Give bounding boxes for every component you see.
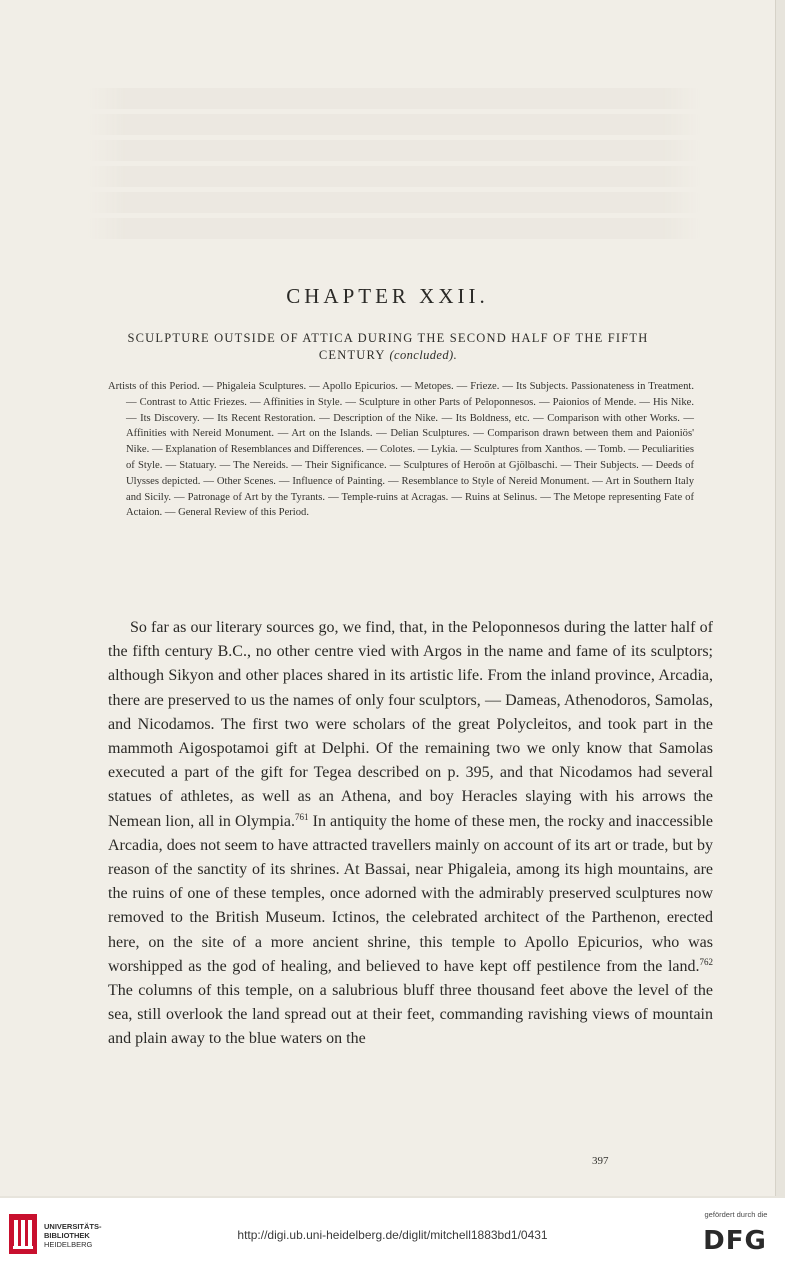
chapter-summary: Artists of this Period. — Phigaleia Sculptures. — Apollo Epicurios. — Metopes. — Frieze. — Its Subjects. Passionateness in Treatment. — Contrast to Attic Friezes. — Affinities in Style. — Sculpture in other Parts of Peloponnesos. — Paionios of Mende. — His Nike. — Its Discovery. — Its Recent Restoration. — Description of the Nike. — Its Boldness, etc. — Comparison with other Works. — Affinities with Nereid Monument. — Art on the Islands. — Delian Sculptures. — Comparison drawn between them and Paioniös' Nike. — Explanation of Resemblances and Differences. — Colotes. — Lykia. — Sculptures from Xanthos. — Tomb. — Peculiarities of Style. — Statuary. — The Nereids. — Their Significance. — Sculptures of Heroön at Gjölbaschi. — Their Subjects. — Deeds of Ulysses depicted. — Other Scenes. — Influence of Painting. — Resemblance to Style of Nereid Monument. — Art in Southern Italy and Sicily. — Patronage of Art by the Tyrants. — Temple-ruins at Acragas. — Ruins at Selinus. — The Metope representing Fate of Actaion. — General Review of this Period. [108,381,694,519]
footnote-ref-761: 761 [295,811,309,822]
library-name-line-2: BIBLIOTHEK [44,1231,90,1240]
subtitle-note: (concluded). [389,348,458,362]
library-name-line-1: UNIVERSITÄTS- [44,1222,102,1231]
footnote-ref-762: 762 [699,956,713,967]
page-number: 397 [592,1155,609,1167]
digitization-footer [0,1198,785,1266]
body-text-part-1: So far as our literary sources go, we find, that, in the Peloponnesos during the latter half of the fifth century B.C., no other centre vied with Argos in the name and fame of its sculptors; although Sikyon and other places shared in its artistic life. From the inland province, Arcadia, there are preserved to us the names of only four sculptors, — Dameas, Athenodoros, Samolas, and Nicodamos. The first two were scholars of the great Polycleitos, and took part in the mammoth Aigospotamoi gift at Delphi. Of the remaining two we only know that Samolas executed a part of the gift for Tegea described on p. 395, and that Nicodamos had several statues of athletes, as well as an Athena, and boy Heracles slaying with his arrows the Nemean lion, all in Olympia. [108,619,713,830]
library-name-line-3: HEIDELBERG [44,1240,93,1249]
bleed-through-shadow [88,88,700,258]
chapter-subtitle [108,330,668,364]
dfg-logo-icon: DFG [703,1226,767,1256]
funded-by-label: gefördert durch die [704,1210,768,1219]
body-text-part-3: The columns of this temple, on a salubrious bluff three thousand feet above the level of the sea, still overlook the land spread out at their feet, commanding ravishing views of mountain and plain away to the blue waters on the [108,982,713,1048]
permalink-url[interactable]: http://digi.ub.uni-heidelberg.de/diglit/mitchell1883bd1/0431 [237,1228,548,1242]
body-paragraph [108,616,713,1052]
body-text-part-2: In antiquity the home of these men, the rocky and inaccessible Arcadia, does not seem to have attracted travellers mainly on account of its art or trade, but by reason of the sanctity of its shrines. At Bassai, near Phigaleia, among its high mountains, are the ruins of one of these temples, once adorned with the admirably preserved sculptures now removed to the British Museum. Ictinos, the celebrated architect of the Parthenon, erected here, on the site of a more ancient shrine, this temple to Apollo Epicurios, who was worshipped as the god of healing, and believed to have kept off pestilence from the land. [108,812,713,975]
subtitle-main: SCULPTURE OUTSIDE OF ATTICA DURING THE SECOND HALF OF THE FIFTH CENTURY [127,331,649,362]
chapter-heading: CHAPTER XXII. [286,284,489,308]
